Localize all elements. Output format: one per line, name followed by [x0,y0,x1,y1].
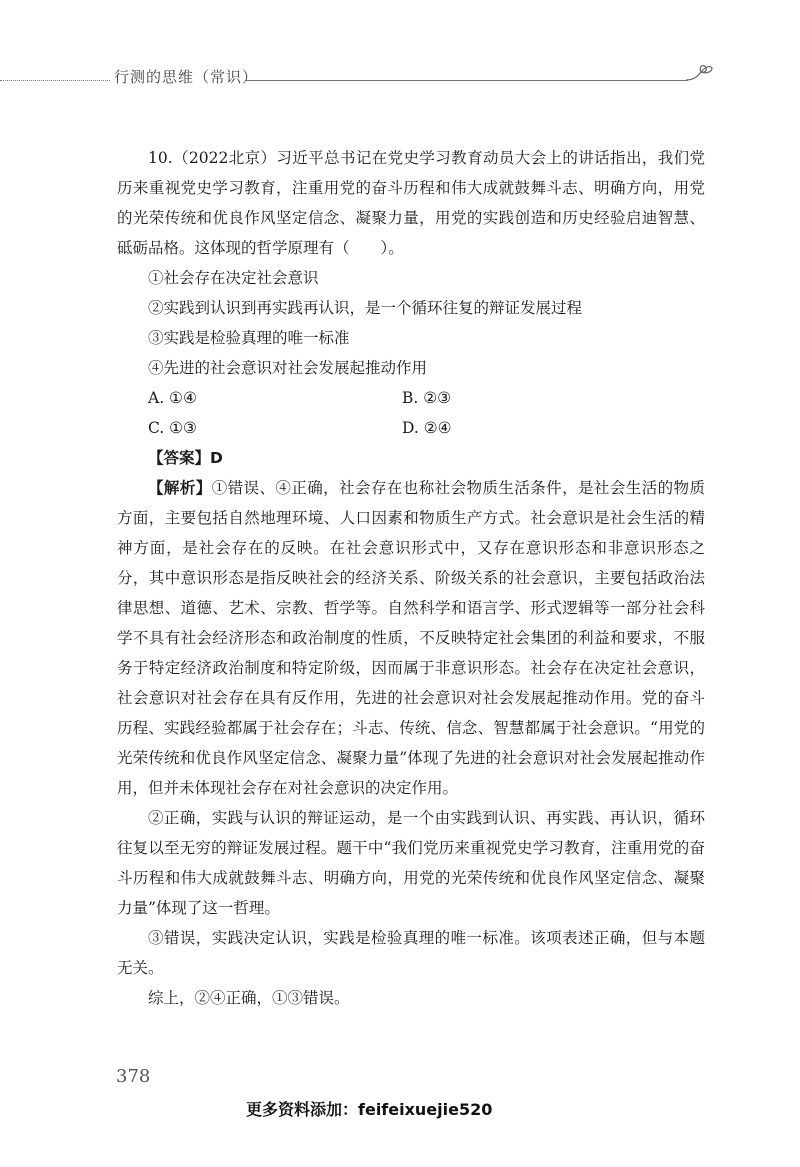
answer-label: 【答案】 [148,449,211,467]
answer-value: D [210,449,223,467]
option-d: D. ②④ [402,419,452,437]
leaf-icon [684,62,718,86]
statement-4: ④先进的社会意识对社会发展起推动作用 [148,359,428,377]
statement-3: ③实践是检验真理的唯一标准 [148,329,350,347]
option-a: A. ①④ [148,389,197,407]
analysis-paragraph-2: ②正确，实践与认识的辩证运动，是一个由实践到认识、再实践、再认识，循环往复以至无穷的辩证发展过程。题干中“我们党历来重视党史学习教育，注重用党的奋斗历程和伟大成就鼓舞斗志、明确方向，用党的光荣传统和优良作风坚定信念、凝聚力量”体现了这一哲理。 [117,809,705,917]
analysis-paragraph-4: 综上，②④正确，①③错误。 [148,989,350,1007]
statement-2: ②实践到认识到再实践再认识，是一个循环往复的辩证发展过程 [148,299,583,317]
analysis-paragraph-1 [117,473,705,803]
question-stem: 10.（2022北京）习近平总书记在党史学习教育动员大会上的讲话指出，我们党历来重视党史学习教育，注重用党的奋斗历程和伟大成就鼓舞斗志、明确方向，用党的光荣传统和优良作风坚定信念、凝聚力量，用党的实践创造和历史经验启迪智慧、砥砺品格。这体现的哲学原理有（ ）。 [117,149,705,257]
answer-line [117,443,705,473]
running-header [0,60,800,100]
statement-1: ①社会存在决定社会意识 [148,269,319,287]
answer-options [117,383,705,443]
header-title: 行测的思维（常识） [114,68,259,86]
footer-note: 更多资料添加：feifeixuejie520 [246,1100,493,1119]
analysis-label: 【解析】 [148,479,212,497]
page-number: 378 [116,1066,151,1087]
header-rule [246,80,688,81]
option-c: C. ①③ [148,419,197,437]
analysis-text-1: ①错误、④正确，社会存在也称社会物质生活条件，是社会生活的物质方面，主要包括自然地理环境、人口因素和物质生产方式。社会意识是社会生活的精神方面，是社会存在的反映。在社会意识形式中，又存在意识形态和非意识形态之分，其中意识形态是指反映社会的经济关系、阶级关系的社会意识，主要包括政治法律思想、道德、艺术、宗教、哲学等。自然科学和语言学、形式逻辑等一部分社会科学不具有社会经济形态和政治制度的性质，不反映特定社会集团的利益和要求，不服务于特定经济政治制度和特定阶级，因而属于非意识形态。社会存在决定社会意识，社会意识对社会存在具有反作用，先进的社会意识对社会发展起推动作用。党的奋斗历程、实践经验都属于社会存在；斗志、传统、信念、智慧都属于社会意识。“用党的光荣传统和优良作风坚定信念、凝聚力量”体现了先进的社会意识对社会发展起推动作用，但并未体现社会存在对社会意识的决定作用。 [117,479,705,797]
page-content [117,143,705,1013]
header-dotted-line [0,80,110,81]
option-b: B. ②③ [402,389,452,407]
analysis-paragraph-3: ③错误，实践决定认识，实践是检验真理的唯一标准。该项表述正确，但与本题无关。 [117,929,705,977]
